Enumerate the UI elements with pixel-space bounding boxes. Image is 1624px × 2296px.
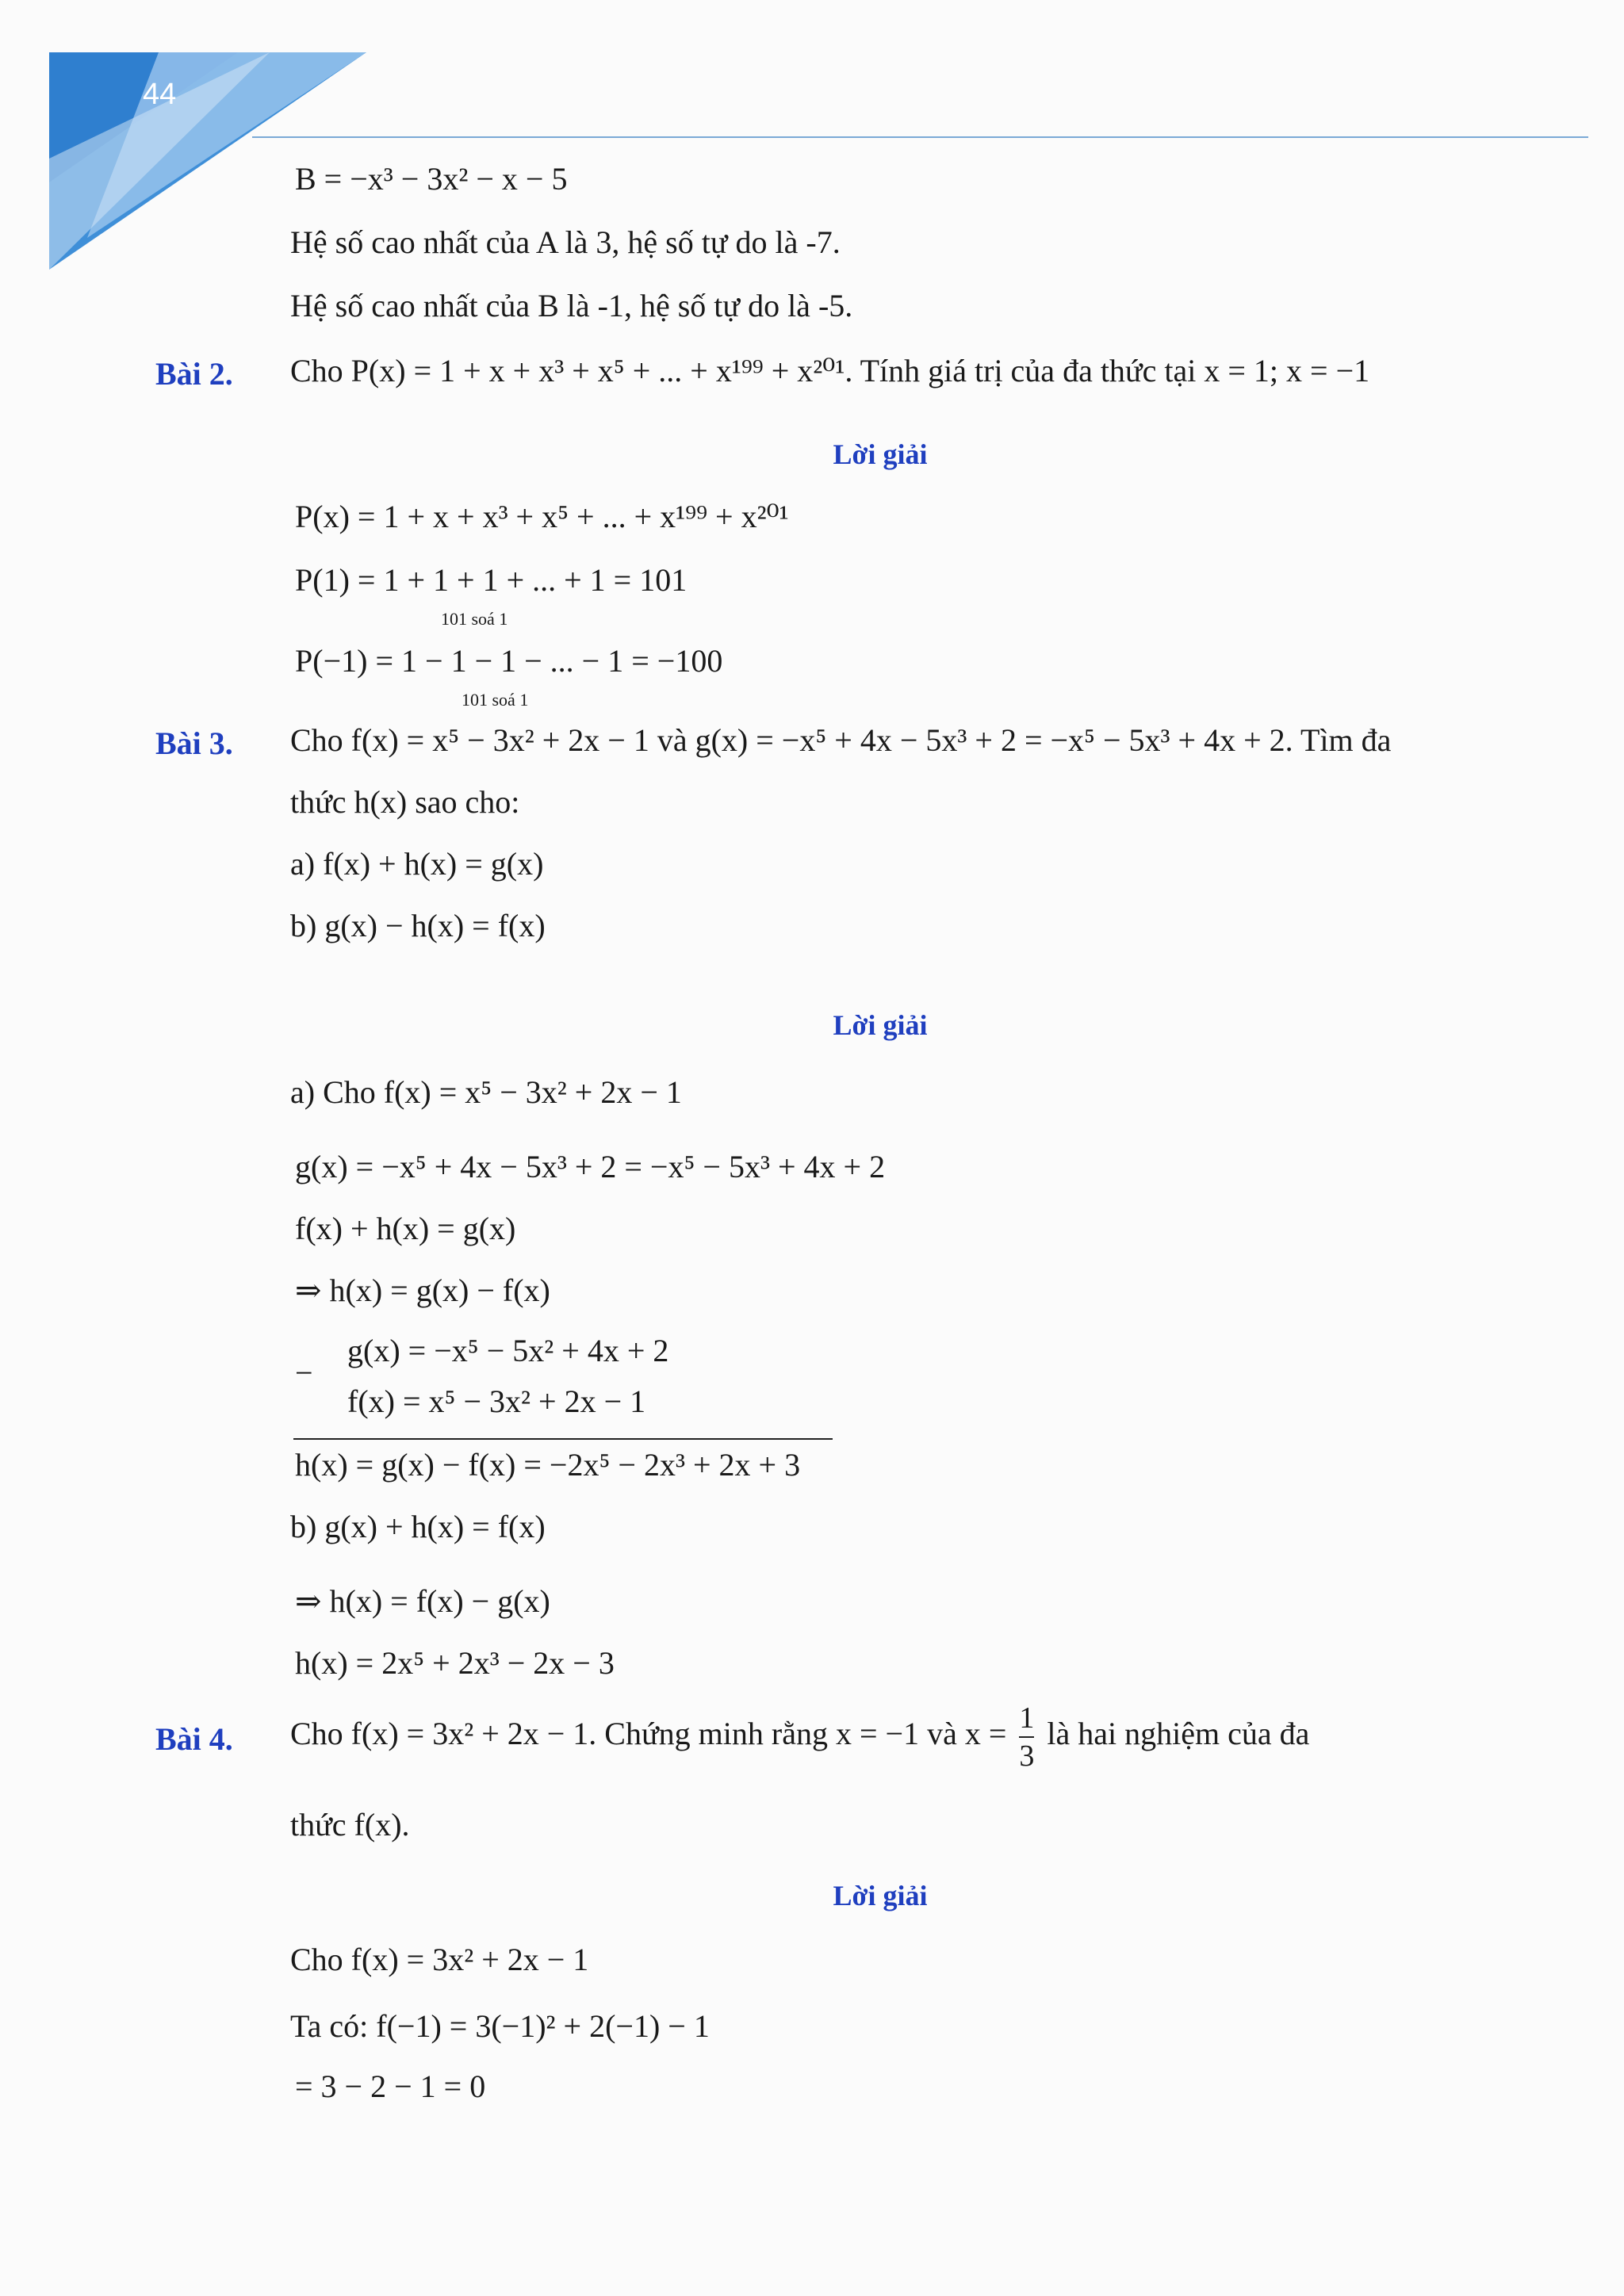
sol3-h: h(x) = g(x) − f(x) = −2x⁵ − 2x³ + 2x + 3 [295, 1447, 801, 1483]
sol3-h2: h(x) = 2x⁵ + 2x³ − 2x − 3 [295, 1645, 615, 1681]
bai3-text-1: Cho f(x) = x⁵ − 3x² + 2x − 1 và g(x) = −x⁵ + 4x − 5x³ + 2 = −x⁵ − 5x³ + 4x + 2. Tìm đa [290, 722, 1392, 758]
sol4-taco: Ta có: f(−1) = 3(−1)² + 2(−1) − 1 [290, 2008, 710, 2044]
bai4-label: Bài 4. [155, 1721, 233, 1757]
bai2-label: Bài 2. [155, 356, 233, 392]
bai4-text-1b: là hai nghiệm của đa [1047, 1716, 1310, 1751]
loigiai-heading-3: Lời giải [833, 1880, 928, 1911]
header-rule [252, 136, 1588, 138]
bai4-text-2: thức f(x). [290, 1807, 410, 1843]
sol3-f2: f(x) = x⁵ − 3x² + 2x − 1 [347, 1383, 646, 1419]
bai3-part-b: b) g(x) − h(x) = f(x) [290, 908, 546, 943]
subtraction-rule [293, 1438, 833, 1440]
bai4-text-1 [290, 1700, 1309, 1771]
page-number: 44 [143, 78, 177, 111]
sol3-g2: g(x) = −x⁵ − 5x² + 4x + 2 [347, 1333, 669, 1368]
bai4-text-1a: Cho f(x) = 3x² + 2x − 1. Chứng minh rằng x = −1 và x = [290, 1716, 1007, 1751]
sol3-eq: f(x) + h(x) = g(x) [295, 1211, 516, 1246]
b-polynomial: B = −x³ − 3x² − x − 5 [295, 161, 568, 197]
sol3-implies: ⇒ h(x) = g(x) − f(x) [295, 1272, 550, 1308]
coef-a-text: Hệ số cao nhất của A là 3, hệ số tự do là -7. [290, 224, 841, 260]
sol3-g: g(x) = −x⁵ + 4x − 5x³ + 2 = −x⁵ − 5x³ + 4x + 2 [295, 1149, 886, 1184]
p-definition: P(x) = 1 + x + x³ + x⁵ + ... + x¹⁹⁹ + x²⁰¹ [295, 499, 789, 534]
coef-b-text: Hệ số cao nhất của B là -1, hệ số tự do là -5. [290, 288, 853, 323]
loigiai-heading: Lời giải [833, 438, 928, 470]
sol3-minus-sign: − [295, 1355, 313, 1391]
fraction-one-third [1019, 1703, 1034, 1771]
bai3-text-2: thức h(x) sao cho: [290, 784, 520, 820]
sol3-a-cho: a) Cho f(x) = x⁵ − 3x² + 2x − 1 [290, 1074, 682, 1110]
bai3-label: Bài 3. [155, 725, 233, 761]
brace-label-1: 101 soá 1 [441, 609, 508, 629]
fraction-numerator: 1 [1019, 1701, 1035, 1735]
bai3-part-a: a) f(x) + h(x) = g(x) [290, 846, 544, 882]
sol3-implies-2: ⇒ h(x) = f(x) − g(x) [295, 1583, 550, 1619]
loigiai-heading-2: Lời giải [833, 1009, 928, 1041]
bai2-text: Cho P(x) = 1 + x + x³ + x⁵ + ... + x¹⁹⁹ + x²⁰¹. Tính giá trị của đa thức tại x = 1; x = −1 [290, 353, 1370, 388]
sol4-result: = 3 − 2 − 1 = 0 [295, 2068, 486, 2104]
sol3-b: b) g(x) + h(x) = f(x) [290, 1509, 546, 1544]
p-of-1: P(1) = 1 + 1 + 1 + ... + 1 = 101 [295, 562, 688, 598]
fraction-denominator: 3 [1019, 1736, 1034, 1771]
p-of-minus-1: P(−1) = 1 − 1 − 1 − ... − 1 = −100 [295, 643, 723, 679]
sol4-cho: Cho f(x) = 3x² + 2x − 1 [290, 1942, 589, 1977]
brace-label-2: 101 soá 1 [462, 690, 529, 710]
